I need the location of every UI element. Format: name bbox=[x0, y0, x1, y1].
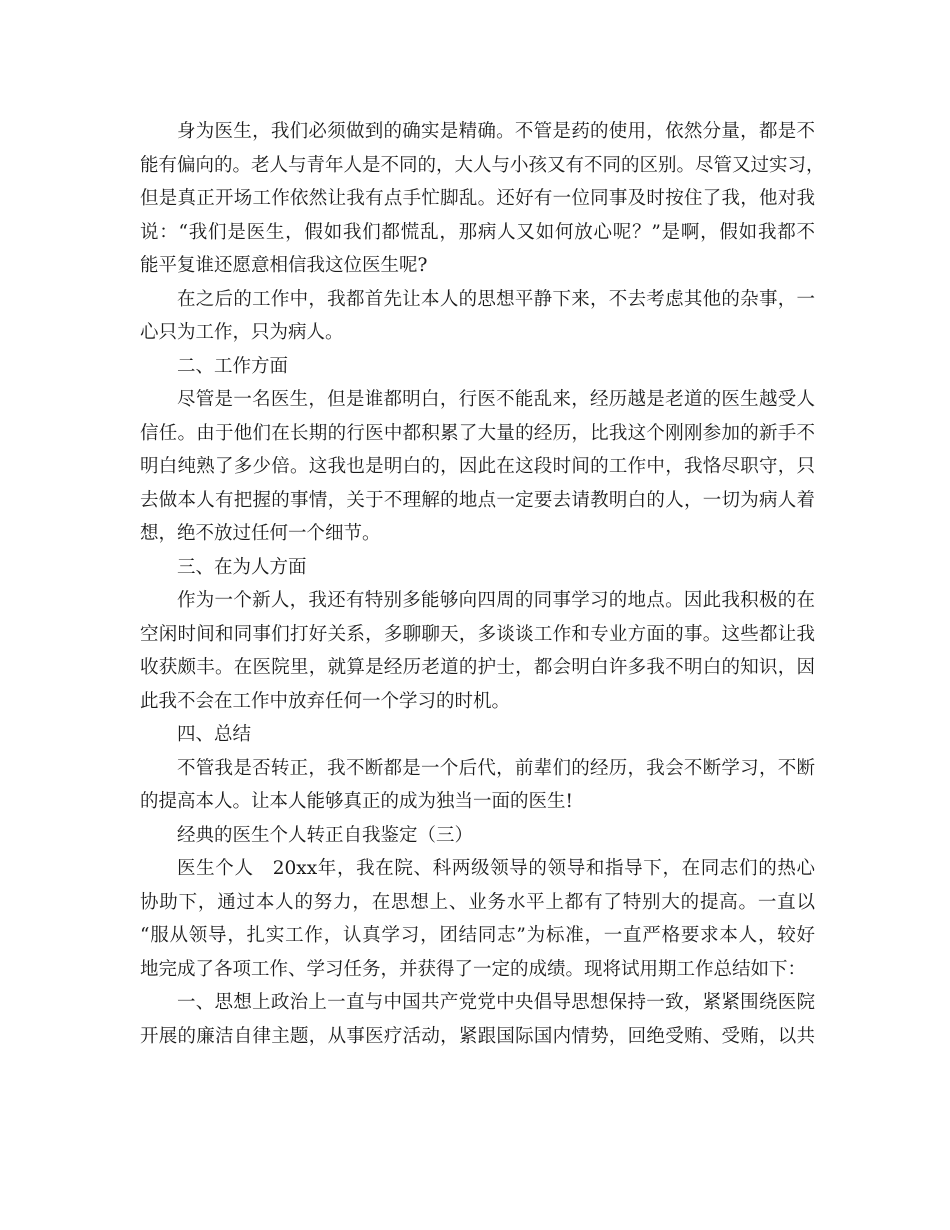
text-line: 不管我是否转正，我不断都是一个后代，前辈们的经历，我会不断学习，不断 bbox=[177, 757, 815, 779]
text-line: 尽管是一名医生，但是谁都明白，行医不能乱来，经历越是老道的医生越受人 bbox=[177, 389, 815, 410]
text-line: 身为医生，我们必须做到的确实是精确。不管是药的使用，依然分量，都是不 bbox=[177, 121, 815, 142]
text-line: 协助下，通过本人的努力，在思想上、业务水平上都有了特别大的提高。一直以 bbox=[140, 891, 815, 913]
text-line: 的提高本人。让本人能够真正的成为独当一面的医生! bbox=[140, 791, 573, 812]
text-line: 但是真正开场工作依然让我有点手忙脚乱。还好有一位同事及时按住了我，他对我 bbox=[140, 188, 815, 209]
text-line: 在之后的工作中，我都首先让本人的思想平静下来，不去考虑其他的杂事，一 bbox=[177, 288, 815, 310]
text-line: 作为一个新人，我还有特别多能够向四周的同事学习的地点。因此我积极的在 bbox=[177, 590, 815, 611]
text-line: 空闲时间和同事们打好关系，多聊聊天，多谈谈工作和专业方面的事。这些都让我 bbox=[140, 623, 815, 645]
document-body bbox=[140, 115, 825, 1053]
text-line: 开展的廉洁自律主题，从事医疗活动，紧跟国际国内情势，回绝受贿、受贿，以共 bbox=[140, 1025, 815, 1047]
text-line: “服从领导，扎实工作，认真学习，团结同志”为标准，一直严格要求本人，较好 bbox=[140, 925, 815, 946]
text-line: 二、工作方面 bbox=[177, 355, 289, 377]
text-line: 此我不会在工作中放弃任何一个学习的时机。 bbox=[140, 690, 511, 712]
text-line: 信任。由于他们在长期的行医中都积累了大量的经历，比我这个刚刚参加的新手不 bbox=[140, 422, 815, 444]
text-line: 一、思想上政治上一直与中国共产党党中央倡导思想保持一致，紧紧围绕医院 bbox=[177, 992, 815, 1013]
text-line: 四、总结 bbox=[177, 724, 252, 745]
text-line: 心只为工作，只为病人。 bbox=[140, 322, 344, 343]
text-line: 能有偏向的。老人与青年人是不同的，大人与小孩又有不同的区别。尽管又过实习， bbox=[140, 154, 825, 176]
text-line: 收获颇丰。在医院里，就算是经历老道的护士，都会明白许多我不明白的知识，因 bbox=[140, 657, 815, 678]
text-line: 想，绝不放过任何一个细节。 bbox=[140, 523, 381, 544]
text-line: 说：“我们是医生，假如我们都慌乱，那病人又如何放心呢？”是啊，假如我都不 bbox=[140, 221, 815, 243]
text-line: 能平复谁还愿意相信我这位医生呢? bbox=[140, 255, 428, 276]
text-line: 地完成了各项工作、学习任务，并获得了一定的成绩。现将试用期工作总结如下： bbox=[140, 958, 807, 980]
text-line: 经典的医生个人转正自我鉴定（三） bbox=[177, 824, 474, 846]
text-line: 明白纯熟了多少倍。这我也是明白的，因此在这段时间的工作中，我恪尽职守，只 bbox=[140, 456, 815, 477]
text-line: 去做本人有把握的事情，关于不理解的地点一定要去请教明白的人，一切为病人着 bbox=[140, 489, 815, 511]
text-line: 医生个人 20xx年，我在院、科两级领导的领导和指导下，在同志们的热心 bbox=[177, 858, 815, 879]
text-line: 三、在为人方面 bbox=[177, 556, 307, 578]
